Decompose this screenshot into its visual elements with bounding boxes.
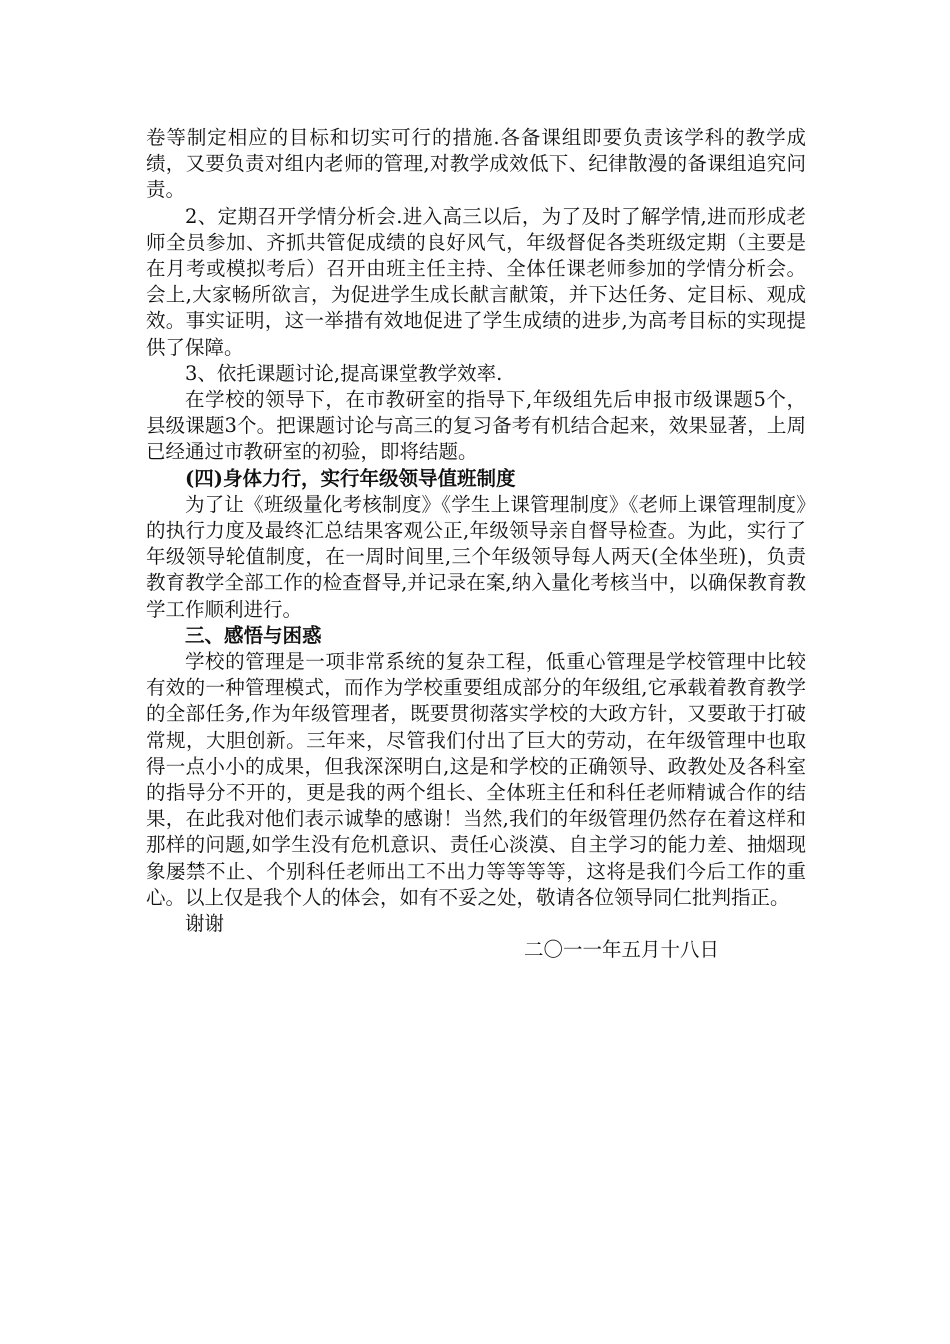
paragraph-analysis-meeting: 2、定期召开学情分析会.进入高三以后，为了及时了解学情,进而形成老师全员参加、齐抓共管促成绩的良好风气，年级督促各类班级定期（主要是在月考或模拟考后）召开由班主任主持、全体任课老师参加的学情分析会。会上,大家畅所欲言，为促进学生成长献言献策，并下达任务、定目标、观成效。事实证明，这一举措有效地促进了学生成绩的进步,为高考目标的实现提供了保障。 bbox=[146, 204, 806, 359]
paragraph-research-topic-title: 3、依托课题讨论,提高课堂教学效率. bbox=[185, 361, 503, 385]
paragraph-goals: 卷等制定相应的目标和切实可行的措施.各备课组即要负责该学科的教学成绩，又要负责对组内老师的管理,对教学成效低下、纪律散漫的备课组追究问责。 bbox=[146, 126, 806, 202]
paragraph-research-topics: 在学校的领导下，在市教研室的指导下,年级组先后申报市级课题5个，县级课题3个。把课题讨论与高三的复习备考有机结合起来，效果显著，上周已经通过市教研室的初验，即将结题。 bbox=[146, 388, 806, 464]
document-body bbox=[146, 125, 806, 964]
document-date: 二〇一一年五月十八日 bbox=[524, 938, 720, 962]
section-heading-reflections: 三、感悟与困惑 bbox=[185, 623, 322, 647]
paragraph-duty-system: 为了让《班级量化考核制度》《学生上课管理制度》《老师上课管理制度》的执行力度及最终汇总结果客观公正,年级领导亲自督导检查。为此，实行了年级领导轮值制度，在一周时间里,三个年级领导每人两天(全体坐班)，负责教育教学全部工作的检查督导,并记录在案,纳入量化考核当中，以确保教育教学工作顺利进行。 bbox=[146, 492, 806, 621]
section-heading-duty-system: (四)身体力行，实行年级领导值班制度 bbox=[185, 466, 516, 490]
closing-thanks: 谢谢 bbox=[185, 912, 225, 936]
paragraph-reflections: 学校的管理是一项非常系统的复杂工程，低重心管理是学校管理中比较有效的一种管理模式，而作为学校重要组成部分的年级组,它承载着教育教学的全部任务,作为年级管理者，既要贯彻落实学校的大政方针，又要敢于打破常规，大胆创新。三年来，尽管我们付出了巨大的劳动，在年级管理中也取得一点小小的成果，但我深深明白,这是和学校的正确领导、政教处及各科室的指导分不开的，更是我的两个组长、全体班主任和科任老师精诚合作的结果，在此我对他们表示诚挚的感谢！当然,我们的年级管理仍然存在着这样和那样的问题,如学生没有危机意识、责任心淡漠、自主学习的能力差、抽烟现象屡禁不止、个别科任老师出工不出力等等等等，这将是我们今后工作的重心。以上仅是我个人的体会，如有不妥之处，敬请各位领导同仁批判指正。 bbox=[146, 650, 806, 909]
